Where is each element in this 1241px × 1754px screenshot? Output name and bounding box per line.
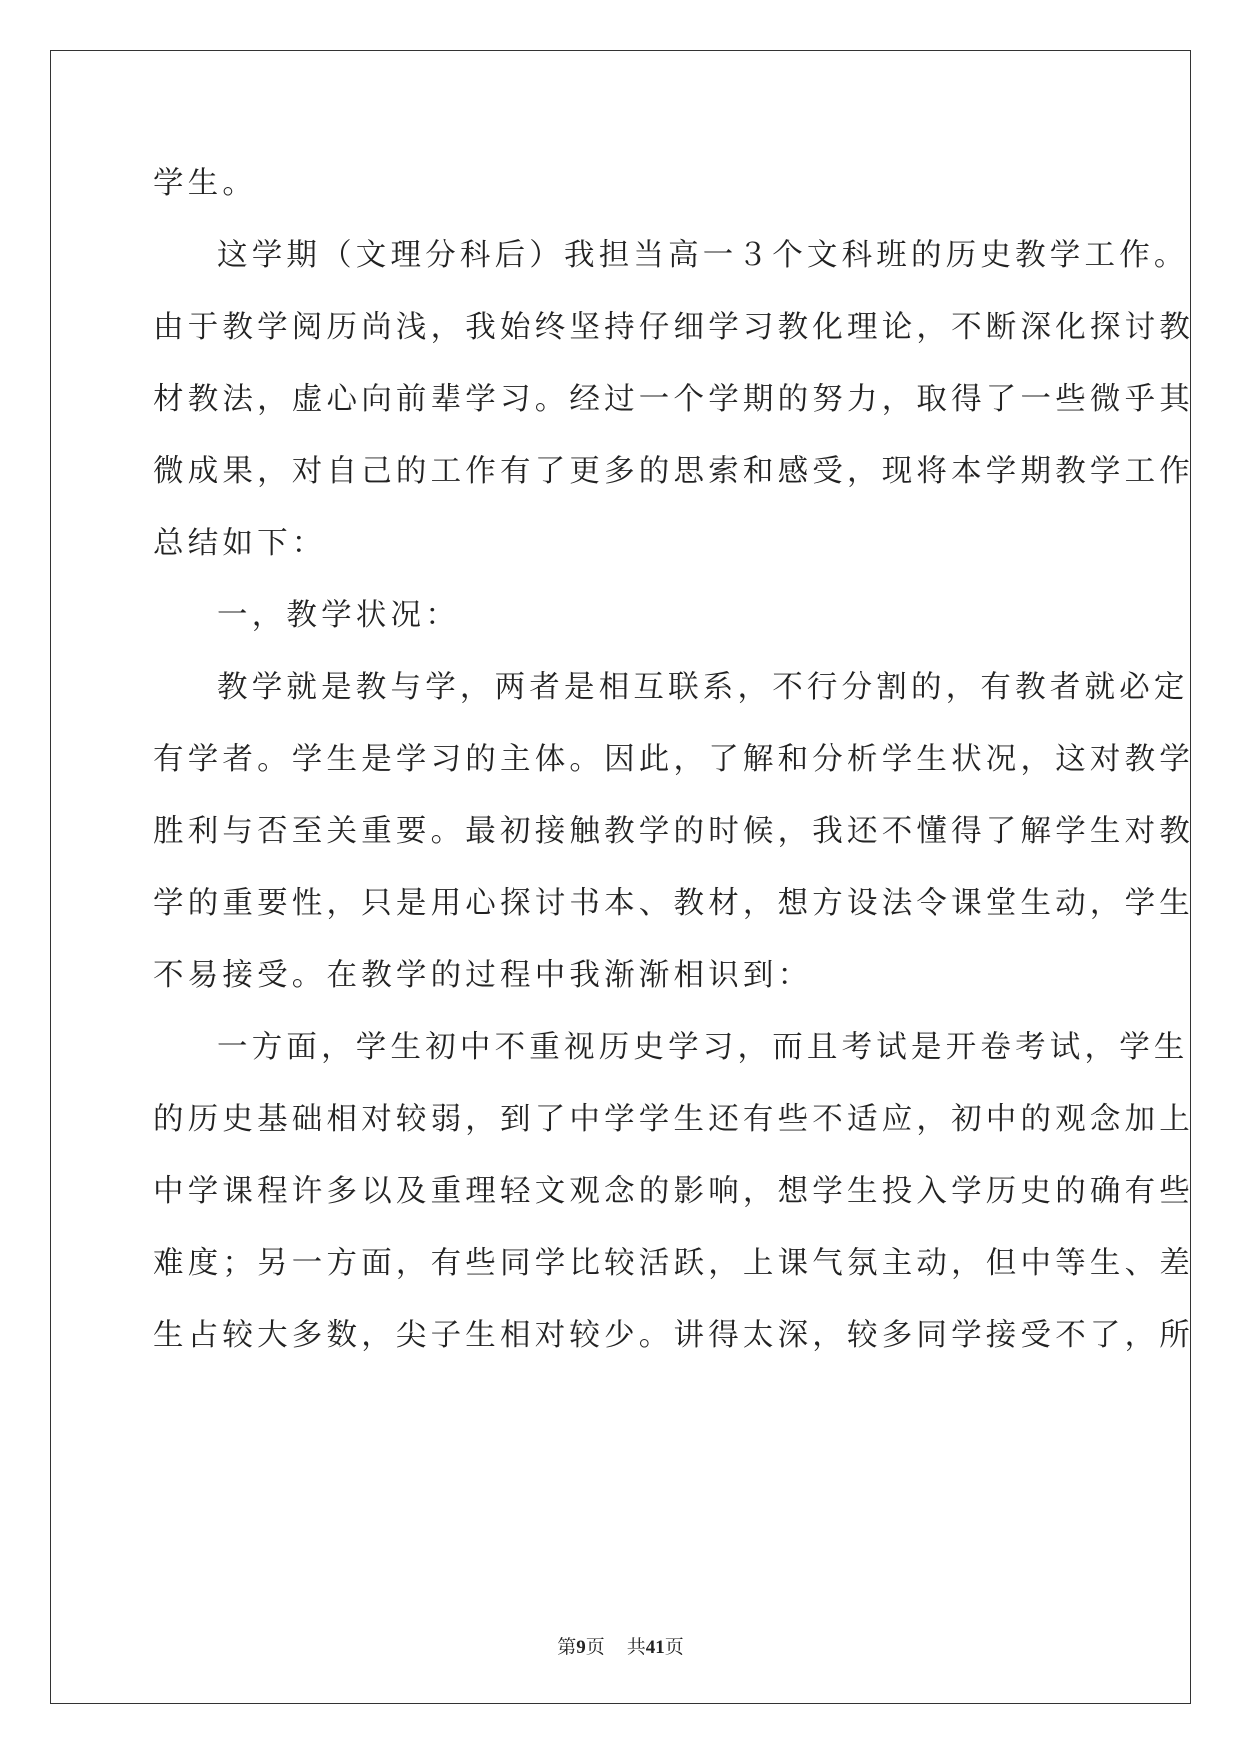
page-suffix: 页 xyxy=(585,1637,605,1658)
total-prefix: 共 xyxy=(626,1637,646,1658)
text-line: 材教法，虚心向前辈学习。经过一个学期的努力，取得了一些微乎其 xyxy=(153,382,1194,417)
text-line: 这学期（文理分科后）我担当高一３个文科班的历史教学工作。 xyxy=(217,238,1189,273)
text-line: 不易接受。在教学的过程中我渐渐相识到： xyxy=(153,958,813,993)
section-heading: 一，教学状况： xyxy=(217,598,460,633)
page-prefix: 第 xyxy=(557,1637,577,1658)
text-line: 教学就是教与学，两者是相互联系，不行分割的，有教者就必定 xyxy=(217,670,1189,705)
text-line: 有学者。学生是学习的主体。因此，了解和分析学生状况，这对教学 xyxy=(153,742,1194,777)
text-line: 胜利与否至关重要。最初接触教学的时候，我还不懂得了解学生对教 xyxy=(153,814,1194,849)
text-line: 微成果，对自己的工作有了更多的思索和感受，现将本学期教学工作 xyxy=(153,454,1194,489)
text-line: 一方面，学生初中不重视历史学习，而且考试是开卷考试，学生 xyxy=(217,1030,1189,1065)
text-line: 生占较大多数，尖子生相对较少。讲得太深，较多同学接受不了，所 xyxy=(153,1318,1194,1353)
total-suffix: 页 xyxy=(664,1637,684,1658)
text-line: 难度；另一方面，有些同学比较活跃，上课气氛主动，但中等生、差 xyxy=(153,1246,1194,1281)
text-line: 由于教学阅历尚浅，我始终坚持仔细学习教化理论，不断深化探讨教 xyxy=(153,310,1194,345)
page-number: 9 xyxy=(576,1637,586,1658)
document-body xyxy=(153,164,1194,1388)
text-line: 总结如下： xyxy=(153,526,327,561)
text-line: 学生。 xyxy=(153,166,258,201)
text-line: 学的重要性，只是用心探讨书本、教材，想方设法令课堂生动，学生 xyxy=(153,886,1194,921)
total-pages: 41 xyxy=(645,1637,665,1658)
page-footer xyxy=(0,1632,1241,1659)
text-line: 的历史基础相对较弱，到了中学学生还有些不适应，初中的观念加上 xyxy=(153,1102,1194,1137)
text-line: 中学课程许多以及重理轻文观念的影响，想学生投入学历史的确有些 xyxy=(153,1174,1194,1209)
